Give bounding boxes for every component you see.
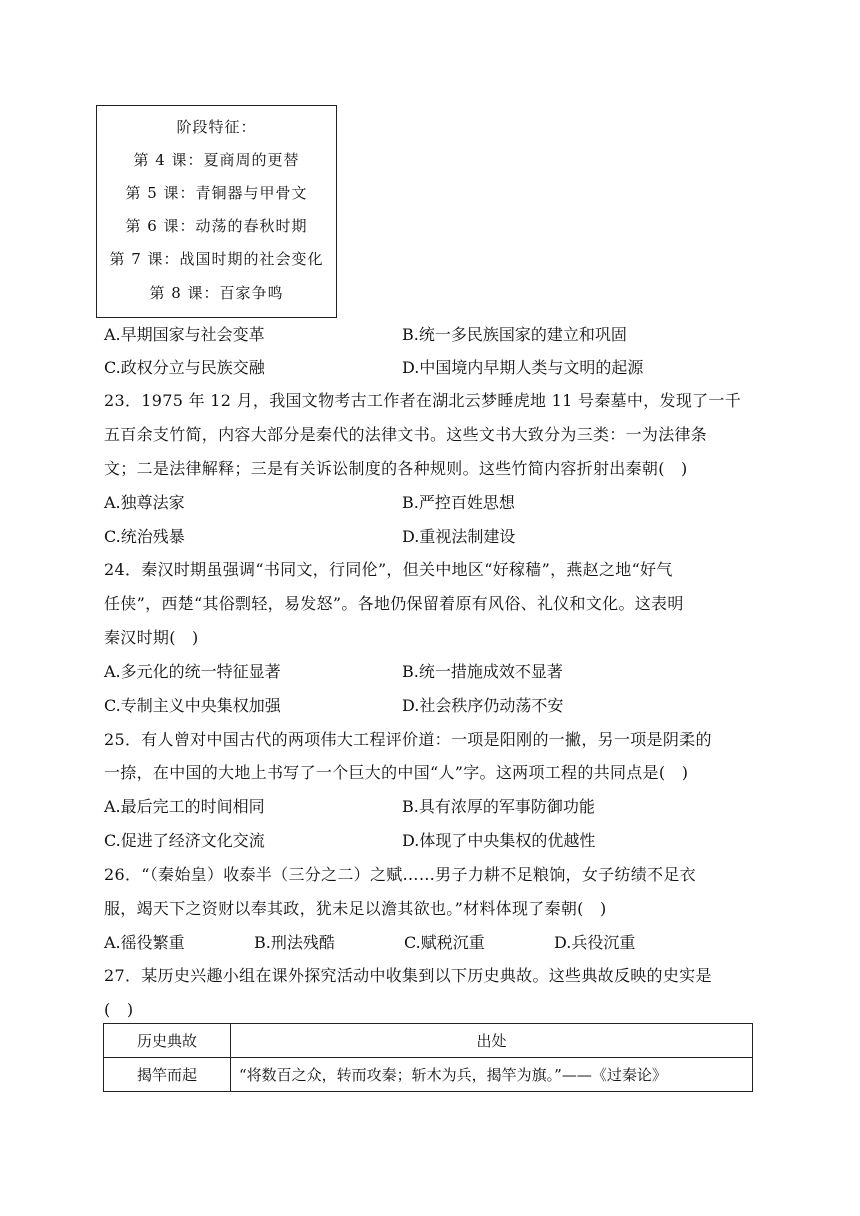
box-lesson: 第 6 课：动荡的春秋时期 <box>125 217 308 235</box>
question-text: ( ) <box>104 1000 134 1019</box>
option-b: B.严控百姓思想 <box>402 493 515 512</box>
question-text: 任侠”，西楚“其俗剽轻，易发怒”。各地仍保留着原有风俗、礼仪和文化。这表明 <box>104 594 684 613</box>
option-a: A.多元化的统一特征显著 <box>104 662 281 681</box>
option-c: C.赋税沉重 <box>404 933 485 952</box>
option-b: B.刑法残酷 <box>254 933 335 952</box>
option-a: A.最后完工的时间相同 <box>104 797 265 816</box>
question-text: 24．秦汉时期虽强调“书同文，行同伦”，但关中地区“好稼穑”，燕赵之地“好气 <box>104 560 673 579</box>
box-lesson: 第 4 课：夏商周的更替 <box>133 151 300 169</box>
option-b: B.统一措施成效不显著 <box>402 662 563 681</box>
question-text: 26．“（秦始皇）收泰半（三分之二）之赋……男子力耕不足粮饷，女子纺绩不足衣 <box>104 865 696 884</box>
option-c: C.统治残暴 <box>104 527 185 546</box>
table-cell: 揭竿而起 <box>104 1058 231 1092</box>
box-lesson: 第 5 课：青铜器与甲骨文 <box>125 184 308 202</box>
table-cell: “将数百之众，转而攻秦；斩木为兵，揭竿为旗。”——《过秦论》 <box>231 1058 753 1092</box>
table-header-row <box>104 1024 753 1058</box>
option-d: D.体现了中央集权的优越性 <box>402 831 596 850</box>
question-text: 23．1975 年 12 月，我国文物考古工作者在湖北云梦睡虎地 11 号秦墓中，发现了一千 <box>104 391 742 410</box>
table-header-cell: 出处 <box>231 1024 753 1058</box>
option-d: D.兵役沉重 <box>554 933 636 952</box>
option-b: B.统一多民族国家的建立和巩固 <box>402 325 627 344</box>
question-text: 27．某历史兴趣小组在课外探究活动中收集到以下历史典故。这些典故反映的史实是 <box>104 966 712 985</box>
box-lesson: 第 8 课：百家争鸣 <box>149 284 284 302</box>
question-text: 五百余支竹简，内容大部分是秦代的法律文书。这些文书大致分为三类：一为法律条 <box>104 425 708 444</box>
question-text: 服，竭天下之资财以奉其政，犹未足以澹其欲也。”材料体现了秦朝( ) <box>104 899 607 918</box>
source-table <box>103 1023 753 1092</box>
option-a: A.独尊法家 <box>104 493 185 512</box>
question-text: 25．有人曾对中国古代的两项伟大工程评价道：一项是阳刚的一撇，另一项是阴柔的 <box>104 730 712 749</box>
question-text: 文；二是法律解释；三是有关诉讼制度的各种规则。这些竹简内容折射出秦朝( ) <box>104 459 688 478</box>
option-c: C.促进了经济文化交流 <box>104 831 265 850</box>
option-b: B.具有浓厚的军事防御功能 <box>402 797 595 816</box>
question-text: 秦汉时期( ) <box>104 628 199 647</box>
table-row <box>104 1058 753 1092</box>
box-lesson: 第 7 课：战国时期的社会变化 <box>109 250 324 268</box>
table-header-cell: 历史典故 <box>104 1024 231 1058</box>
option-c: C.专制主义中央集权加强 <box>104 696 281 715</box>
option-d: D.社会秩序仍动荡不安 <box>402 696 564 715</box>
stage-features-box <box>96 105 337 318</box>
option-a: A.徭役繁重 <box>104 933 185 952</box>
option-d: D.重视法制建设 <box>402 527 516 546</box>
option-c: C.政权分立与民族交融 <box>104 358 265 377</box>
option-d: D.中国境内早期人类与文明的起源 <box>402 358 644 377</box>
option-a: A.早期国家与社会变革 <box>104 325 265 344</box>
question-text: 一捺，在中国的大地上书写了一个巨大的中国“人”字。这两项工程的共同点是( ) <box>104 763 689 782</box>
box-title: 阶段特征： <box>176 118 257 136</box>
